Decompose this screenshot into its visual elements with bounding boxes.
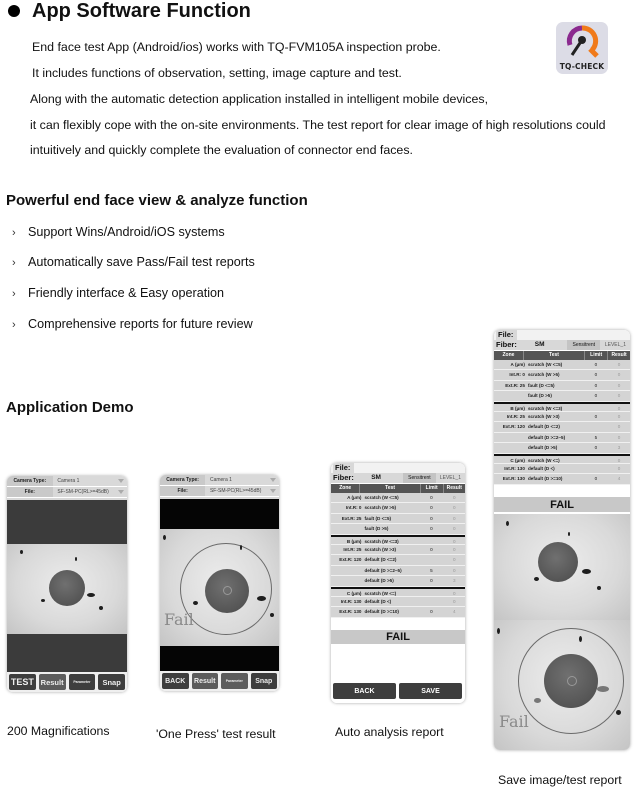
demo-screen-magnification	[7, 476, 127, 692]
report-cell-result: 0	[452, 598, 456, 604]
report-cell-result: 0	[617, 362, 621, 367]
report-cell-zone: Ext.R: 130	[339, 609, 362, 615]
fiber-end-face-image	[7, 544, 127, 634]
fiber-core	[49, 570, 85, 606]
tq-check-logo	[556, 22, 608, 74]
report-cell-zone: Ext.R: 120	[339, 557, 362, 563]
report-cell-result: 3	[452, 578, 456, 584]
report-cell-test: scratch (W <=)	[528, 457, 560, 463]
report-rows	[331, 493, 465, 618]
report-cell-test: scratch (W <=)	[364, 590, 397, 596]
fail-overlay: Fail	[499, 712, 529, 731]
page-title: App Software Function	[32, 0, 251, 22]
chevron-right-icon: ›	[12, 288, 16, 300]
dropdown-arrow-icon	[118, 479, 124, 483]
report-cell-limit: 0	[430, 609, 433, 615]
report-row	[494, 370, 630, 380]
report-cell-limit: 0	[430, 515, 433, 521]
report-cell-limit: 0	[594, 445, 598, 451]
camera-settings	[160, 475, 279, 499]
report-table	[331, 463, 465, 703]
report-row	[494, 474, 630, 484]
parameter-button[interactable]: Parameter	[69, 674, 96, 690]
report-cell-zone: Int.R: 130	[340, 598, 362, 604]
report-cell-test: fault (D >5)	[528, 393, 552, 399]
report-cell-result: 0	[617, 465, 621, 471]
report-cell-test: scratch (W <=3)	[528, 405, 563, 411]
report-cell-result: 0	[452, 515, 456, 521]
report-cell-zone: Int.R: 25	[506, 413, 525, 419]
report-cell-test: default (D >=2~5)	[364, 567, 402, 573]
report-cell-test: default (D <=2)	[364, 557, 397, 563]
feature-item: › Comprehensive reports for future review	[12, 317, 253, 331]
report-header-row: Zone Test Limit Result	[331, 484, 465, 493]
report-cell-test: default (D <=2)	[528, 424, 560, 430]
fail-overlay: Fail	[164, 610, 194, 629]
report-back-button[interactable]: BACK	[333, 683, 396, 699]
report-cell-zone: Ext.R: 25	[341, 515, 362, 521]
report-cell-result: 0	[452, 590, 456, 596]
screen1-button-bar	[7, 672, 127, 692]
report-cell-test: default (D >5)	[364, 578, 394, 584]
preview-dark-band	[7, 500, 127, 544]
report-cell-zone: Int.R: 130	[504, 465, 525, 471]
report-cell-limit: 0	[594, 413, 598, 419]
report-table	[494, 330, 630, 512]
report-cell-result: 0	[617, 372, 621, 378]
tq-check-app-icon	[562, 25, 602, 61]
report-cell-result: 0	[452, 495, 456, 500]
snap-button[interactable]: Snap	[98, 674, 125, 690]
test-button[interactable]: TEST	[9, 674, 36, 690]
report-cell-result: 4	[452, 609, 456, 615]
caption-save-report: Save image/test report	[498, 773, 622, 787]
report-cell-result: 0	[617, 413, 621, 419]
report-row	[331, 545, 465, 555]
report-cell-test: scratch (W <=5)	[528, 362, 563, 367]
report-cell-test: scratch (W >5)	[528, 372, 560, 378]
report-cell-zone: B (μm)	[346, 538, 362, 544]
report-cell-test: default (D <)	[364, 598, 392, 604]
file-row[interactable]: File: SF-SM-PC(RL>=45dB)	[160, 486, 279, 497]
report-cell-result: 0	[452, 567, 456, 573]
report-cell-limit: 0	[430, 526, 433, 532]
report-cell-test: default (D >=10)	[528, 476, 563, 482]
report-cell-result: 0	[617, 405, 621, 411]
report-cell-result: 0	[452, 546, 456, 552]
result-button[interactable]: Result	[192, 673, 219, 689]
report-row	[494, 360, 630, 370]
report-cell-zone: A (μm)	[347, 495, 362, 500]
report-cell-test: default (D <)	[528, 465, 555, 471]
report-row	[331, 597, 465, 607]
caption-auto-analysis: Auto analysis report	[335, 725, 444, 739]
report-cell-zone: Ext.R: 130	[502, 476, 525, 482]
intro-line: Along with the automatic detection application installed in intelligent mobile devices,	[30, 92, 489, 106]
report-cell-test: default (D >=2~5)	[528, 434, 566, 440]
report-cell-limit: 0	[594, 372, 598, 378]
report-cell-limit: 0	[430, 546, 433, 552]
report-cell-test: scratch (W >3)	[528, 413, 560, 419]
report-cell-test: scratch (W <=3)	[364, 538, 399, 544]
report-cell-limit: 0	[594, 382, 598, 388]
report-cell-result: 0	[452, 538, 456, 544]
screen2-button-bar	[160, 671, 279, 691]
report-row	[331, 566, 465, 576]
chevron-right-icon: ›	[12, 257, 16, 269]
snap-button[interactable]: Snap	[251, 673, 278, 689]
parameter-button[interactable]: Parameter	[221, 673, 248, 689]
report-cell-test: default (D >=10)	[364, 609, 399, 615]
back-button[interactable]: BACK	[162, 673, 189, 689]
report-row	[494, 422, 630, 432]
report-row	[494, 402, 630, 412]
report-fiber-row: Fiber: SM Sensitrent LEVEL_1	[494, 340, 630, 350]
feature-item: › Automatically save Pass/Fail test reports	[12, 255, 255, 269]
saved-result-image	[494, 620, 630, 750]
report-row	[494, 412, 630, 422]
dropdown-arrow-icon	[270, 478, 276, 482]
result-button[interactable]: Result	[39, 674, 66, 690]
dropdown-arrow-icon	[118, 490, 124, 494]
report-row	[331, 587, 465, 597]
camera-settings	[7, 476, 127, 500]
report-save-button[interactable]: SAVE	[399, 683, 462, 699]
logo-label: TQ-CHECK	[559, 62, 605, 71]
report-cell-result: 0	[617, 434, 621, 440]
report-cell-result: 3	[617, 445, 621, 451]
report-cell-limit: 5	[430, 567, 433, 573]
fiber-end-face-image	[160, 529, 279, 646]
report-row	[494, 381, 630, 391]
report-cell-limit: 0	[594, 362, 598, 367]
report-cell-result: 0	[617, 382, 621, 388]
report-row	[331, 535, 465, 545]
chevron-right-icon: ›	[12, 227, 16, 239]
intro-line: intuitively and quickly complete the evaluation of connector end faces.	[30, 143, 413, 157]
report-fiber-row: Fiber: SM Sensitrent LEVEL_1	[331, 473, 465, 483]
report-cell-limit: 0	[594, 393, 598, 399]
report-cell-result: 0	[452, 505, 456, 511]
demo-screen-test-result	[160, 475, 279, 691]
report-cell-limit: 0	[430, 495, 433, 500]
features-heading: Powerful end face view & analyze function	[6, 192, 308, 209]
report-file-row: File:	[331, 463, 465, 473]
report-cell-result: 0	[617, 457, 621, 463]
report-cell-limit: 5	[594, 434, 598, 440]
report-row	[331, 493, 465, 503]
report-row	[494, 433, 630, 443]
report-row	[331, 514, 465, 524]
report-cell-result: 0	[452, 557, 456, 563]
camera-type-row[interactable]: Camera Type: Camera 1	[160, 475, 279, 486]
verdict-fail: FAIL	[494, 496, 630, 512]
saved-raw-image	[494, 514, 630, 620]
report-rows	[494, 360, 630, 485]
demo-screen-saved	[494, 330, 630, 750]
report-row	[494, 391, 630, 401]
intro-line: End face test App (Android/ios) works with TQ-FVM105A inspection probe.	[32, 40, 441, 54]
report-row	[331, 607, 465, 617]
report-row	[331, 576, 465, 586]
caption-magnifications: 200 Magnifications	[7, 724, 110, 738]
report-row	[331, 503, 465, 513]
intro-line: It includes functions of observation, setting, image capture and test.	[32, 66, 402, 80]
report-cell-result: 0	[617, 393, 621, 399]
report-cell-test: scratch (W <=5)	[364, 495, 399, 500]
caption-one-press: 'One Press' test result	[156, 727, 276, 741]
feature-item: › Support Wins/Android/iOS systems	[12, 225, 225, 239]
report-row	[331, 524, 465, 534]
report-cell-zone: Int.R: 25	[343, 546, 362, 552]
report-cell-limit: 0	[430, 578, 433, 584]
report-cell-zone: C (μm)	[510, 457, 525, 463]
report-row	[494, 443, 630, 453]
report-cell-zone: Ext.R: 25	[505, 382, 525, 388]
title-bullet-icon	[8, 5, 20, 17]
report-row	[494, 454, 630, 464]
dropdown-arrow-icon	[270, 489, 276, 493]
report-cell-zone: Int.R: 0	[509, 372, 525, 378]
report-row	[331, 555, 465, 565]
chevron-right-icon: ›	[12, 319, 16, 331]
report-cell-zone: Int.R: 0	[345, 505, 362, 511]
report-cell-test: scratch (W >3)	[364, 546, 397, 552]
report-cell-limit: 0	[594, 476, 598, 482]
demo-heading: Application Demo	[6, 399, 134, 416]
demo-screen-report	[331, 463, 465, 703]
camera-type-row[interactable]: Camera Type: Camera 1	[7, 476, 127, 487]
report-row	[494, 464, 630, 474]
report-header-row: Zone Test Limit Result	[494, 351, 630, 360]
report-cell-limit: 0	[430, 505, 433, 511]
report-cell-zone: A (μm)	[510, 362, 525, 367]
report-cell-test: fault (D <=5)	[364, 515, 392, 521]
report-cell-test: fault (D >5)	[364, 526, 389, 532]
report-cell-result: 0	[452, 526, 456, 532]
report-cell-zone: B (μm)	[510, 405, 525, 411]
report-cell-test: fault (D <=5)	[528, 382, 555, 388]
feature-item: › Friendly interface & Easy operation	[12, 286, 225, 300]
report-file-row: File:	[494, 330, 630, 340]
report-cell-test: default (D >5)	[528, 445, 558, 451]
report-cell-test: scratch (W >5)	[364, 505, 397, 511]
report-cell-result: 0	[617, 424, 621, 430]
file-row[interactable]: File: SF-SM-PC(RL>=45dB)	[7, 487, 127, 498]
verdict-fail: FAIL	[331, 629, 465, 644]
report-cell-zone: C (μm)	[346, 590, 362, 596]
intro-line: it can flexibly cope with the on-site environments. The test report for clear image of high resolutions could	[30, 118, 606, 132]
report-cell-result: 4	[617, 476, 621, 482]
report-cell-zone: Ext.R: 120	[502, 424, 525, 430]
